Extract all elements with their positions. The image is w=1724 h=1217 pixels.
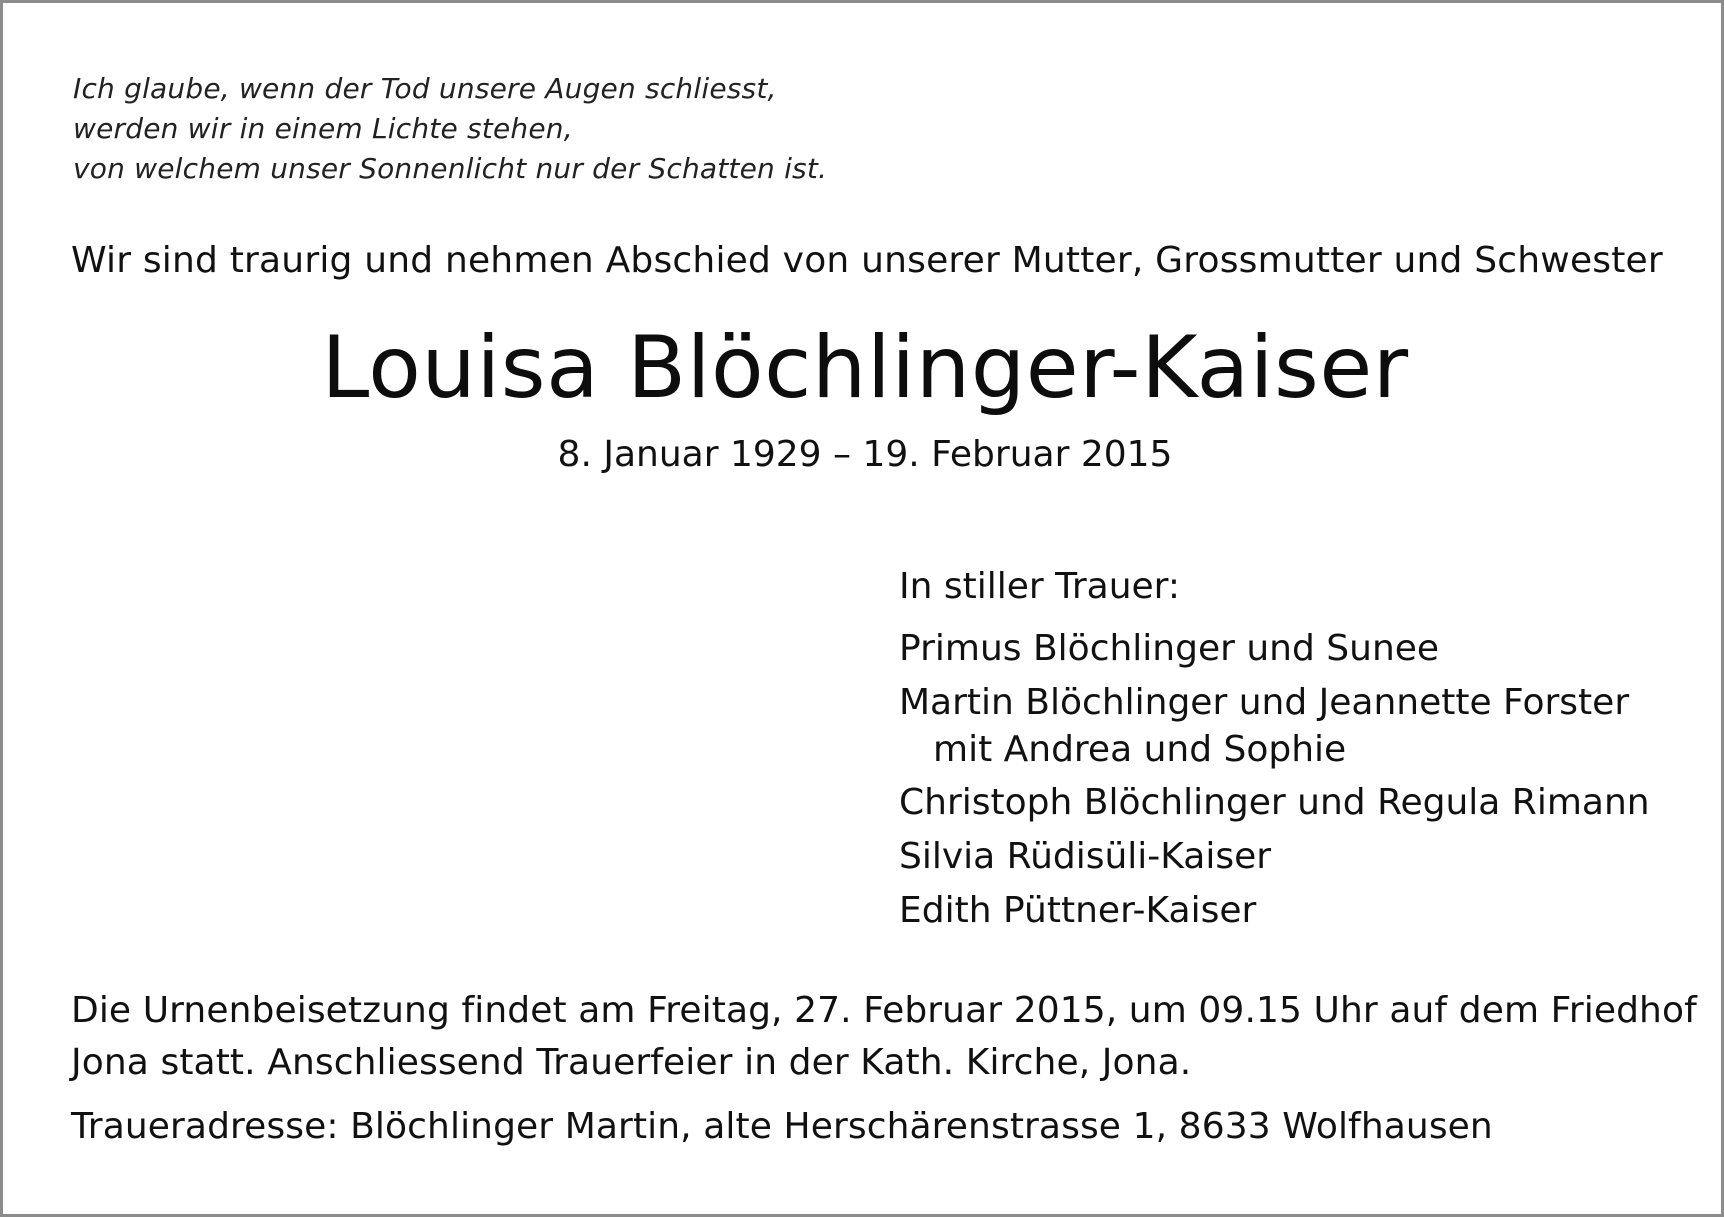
motto-line: Ich glaube, wenn der Tod unsere Augen schliesst, bbox=[73, 72, 777, 105]
mourning-address: Traueradresse: Blöchlinger Martin, alte Herschärenstrasse 1, 8633 Wolfhausen bbox=[71, 1106, 1493, 1147]
mourner-entry bbox=[899, 779, 1650, 827]
mourner-name: Martin Blöchlinger und Jeannette Forster bbox=[899, 682, 1630, 723]
mourner-name: Christoph Blöchlinger und Regula Rimann bbox=[899, 782, 1650, 823]
notice-line: Die Urnenbeisetzung findet am Freitag, 27. Februar 2015, um 09.15 Uhr auf dem Friedhof bbox=[71, 990, 1697, 1031]
mourner-name: Edith Püttner-Kaiser bbox=[899, 890, 1257, 931]
mourner-entry bbox=[899, 833, 1650, 881]
mourners-list bbox=[899, 563, 1650, 941]
mourners-heading: In stiller Trauer: bbox=[899, 566, 1180, 607]
mourner-entry bbox=[899, 887, 1650, 935]
life-dates: 8. Januar 1929 – 19. Februar 2015 bbox=[557, 434, 1173, 475]
motto-line: werden wir in einem Lichte stehen, bbox=[73, 112, 573, 145]
mourner-name: Primus Blöchlinger und Sunee bbox=[899, 628, 1440, 669]
funeral-notice bbox=[71, 985, 1697, 1089]
motto-line: von welchem unser Sonnenlicht nur der Schatten ist. bbox=[73, 152, 828, 185]
mourner-entry bbox=[899, 679, 1650, 773]
deceased-name: Louisa Blöchlinger-Kaiser bbox=[321, 318, 1409, 418]
intro-text: Wir sind traurig und nehmen Abschied von unserer Mutter, Grossmutter und Schwester bbox=[71, 240, 1663, 281]
mourner-entry bbox=[899, 625, 1650, 673]
mourner-name: Silvia Rüdisüli-Kaiser bbox=[899, 836, 1272, 877]
motto-quote bbox=[73, 69, 827, 189]
mourner-sub: mit Andrea und Sophie bbox=[933, 729, 1347, 770]
notice-line: Jona statt. Anschliessend Trauerfeier in der Kath. Kirche, Jona. bbox=[71, 1042, 1192, 1083]
